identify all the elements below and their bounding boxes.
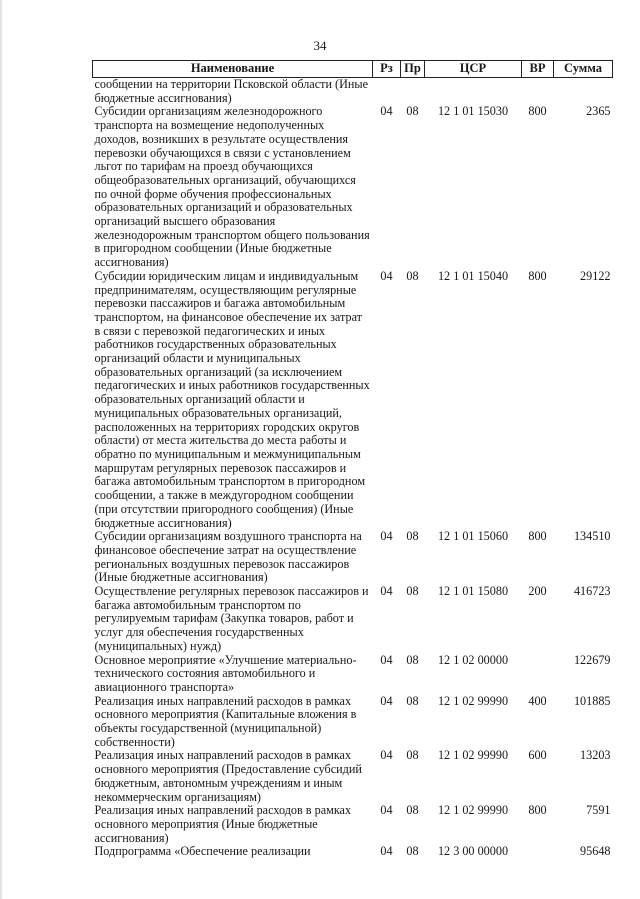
row-rz: 04 bbox=[380, 748, 393, 763]
row-sum: 7591 bbox=[586, 803, 611, 818]
row-rz: 04 bbox=[380, 268, 393, 283]
row-name: Реализация иных направлений расходов в рамках основного мероприятия (Предоставление субсидий бюджетным, автономным учреждениям и иным некоммерческим организациям) bbox=[94, 748, 362, 804]
row-rz: 04 bbox=[380, 844, 393, 859]
row-vr: 800 bbox=[528, 104, 547, 119]
header-name: Наименование bbox=[93, 61, 373, 78]
row-name: Субсидии организациям воздушного транспорта на финансовое обеспечение затрат на осуществление региональных воздушных перевозок пассажиров (Иные бюджетные ассигнования) bbox=[94, 529, 362, 585]
row-name: Основное мероприятие «Улучшение материально-технического состояния автомобильного и авиационного транспорта» bbox=[94, 652, 357, 694]
row-csr: 12 1 02 99990 bbox=[437, 803, 509, 818]
row-pr: 08 bbox=[406, 748, 419, 763]
row-rz: 04 bbox=[380, 652, 393, 667]
header-rz: Рз bbox=[373, 61, 401, 78]
row-rz: 04 bbox=[380, 104, 393, 119]
row-pr: 08 bbox=[406, 584, 419, 599]
row-sum: 134510 bbox=[573, 529, 611, 544]
row-rz bbox=[373, 78, 401, 106]
row-vr bbox=[522, 78, 554, 106]
table-row bbox=[93, 804, 613, 845]
row-sum bbox=[554, 78, 613, 106]
table-body bbox=[93, 78, 613, 860]
row-csr: 12 1 02 99990 bbox=[437, 748, 509, 763]
row-rz: 04 bbox=[380, 803, 393, 818]
row-csr: 12 1 01 15040 bbox=[437, 268, 509, 283]
row-name: Подпрограмма «Обеспечение реализации bbox=[94, 844, 311, 859]
row-csr: 12 3 00 00000 bbox=[437, 844, 509, 859]
row-sum: 122679 bbox=[573, 652, 611, 667]
row-name: Субсидии юридическим лицам и индивидуальным предпринимателям, осуществляющим регулярные перевозки пассажиров и багажа автомобильным транспортом, на финансовое обеспечение их затрат в связи с перевозкой педагогических и иных работников государственных образовательных организаций области и муниципальных образовательных организаций (за исключением педагогических и иных работников государственных образовательных организаций области и муниципальных образовательных организаций, расположенных на территориях городских округов области) от места жительства до места работы и обратно по муниципальным и межмуниципальным маршрутам регулярных перевозок пассажиров и багажа автомобильным транспортом в пригородном сообщении, а также в междугородном сообщении (при отсутствии пригородного сообщения) (Иные бюджетные ассигнования) bbox=[94, 268, 370, 530]
table-row bbox=[93, 845, 613, 859]
row-csr: 12 1 01 15030 bbox=[437, 104, 509, 119]
row-sum: 101885 bbox=[573, 693, 611, 708]
page-number: 34 bbox=[313, 38, 327, 53]
row-csr: 12 1 02 00000 bbox=[437, 652, 509, 667]
row-csr: 12 1 01 15080 bbox=[437, 584, 509, 599]
row-vr bbox=[522, 654, 554, 695]
row-vr: 800 bbox=[528, 268, 547, 283]
row-name: Субсидии организациям железнодорожного транспорта на возмещение недополученных доходов, возникших в результате осуществления перевозки обучающихся в связи с установлением льгот по тарифам на проезд обучающихся общеобразовательных организаций, обучающихся по очной форме обучения профессиональных образовательных организаций и образовательных организаций высшего образования железнодорожным транспортом общего пользования в пригородном сообщении (Иные бюджетные ассигнования) bbox=[94, 104, 370, 270]
header-sum: Сумма bbox=[554, 61, 613, 78]
row-sum: 13203 bbox=[580, 748, 611, 763]
table-row bbox=[93, 749, 613, 804]
row-pr: 08 bbox=[406, 652, 419, 667]
row-vr: 800 bbox=[528, 803, 547, 818]
budget-table bbox=[92, 60, 613, 859]
table-row bbox=[93, 695, 613, 750]
row-pr: 08 bbox=[406, 693, 419, 708]
row-rz: 04 bbox=[380, 529, 393, 544]
row-name: сообщении на территории Псковской области (Иные бюджетные ассигнования) bbox=[94, 77, 369, 105]
row-pr: 08 bbox=[406, 104, 419, 119]
row-vr: 800 bbox=[528, 529, 547, 544]
row-pr: 08 bbox=[406, 803, 419, 818]
row-name: Реализация иных направлений расходов в рамках основного мероприятия (Иные бюджетные ассигнования) bbox=[94, 803, 352, 845]
row-sum: 2365 bbox=[586, 104, 611, 119]
table-header bbox=[93, 61, 613, 78]
table-row bbox=[93, 585, 613, 654]
table-row bbox=[93, 270, 613, 530]
header-row bbox=[93, 61, 613, 78]
row-sum: 29122 bbox=[580, 268, 611, 283]
row-vr bbox=[522, 845, 554, 859]
row-vr: 200 bbox=[528, 584, 547, 599]
row-csr: 12 1 01 15060 bbox=[437, 529, 509, 544]
row-rz: 04 bbox=[380, 693, 393, 708]
header-pr: Пр bbox=[401, 61, 425, 78]
row-pr: 08 bbox=[406, 844, 419, 859]
header-csr: ЦСР bbox=[425, 61, 522, 78]
row-name: Реализация иных направлений расходов в рамках основного мероприятия (Капитальные вложения в объекты государственной (муниципальной) собственности) bbox=[94, 693, 357, 749]
row-rz: 04 bbox=[380, 584, 393, 599]
header-vr: ВР bbox=[522, 61, 554, 78]
row-pr bbox=[401, 78, 425, 106]
row-vr: 400 bbox=[528, 693, 547, 708]
row-pr: 08 bbox=[406, 529, 419, 544]
row-pr: 08 bbox=[406, 268, 419, 283]
table-row bbox=[93, 105, 613, 269]
row-csr bbox=[425, 78, 522, 106]
row-csr: 12 1 02 99990 bbox=[437, 693, 509, 708]
row-sum: 95648 bbox=[580, 844, 611, 859]
row-name: Осуществление регулярных перевозок пассажиров и багажа автомобильным транспортом по регулируемым тарифам (Закупка товаров, работ и услуг для обеспечения государственных (муниципальных) нужд) bbox=[94, 584, 369, 653]
table-row bbox=[93, 530, 613, 585]
row-sum: 416723 bbox=[573, 584, 611, 599]
scan-edge bbox=[0, 0, 3, 899]
row-vr: 600 bbox=[528, 748, 547, 763]
table-row bbox=[93, 78, 613, 106]
table-row bbox=[93, 654, 613, 695]
